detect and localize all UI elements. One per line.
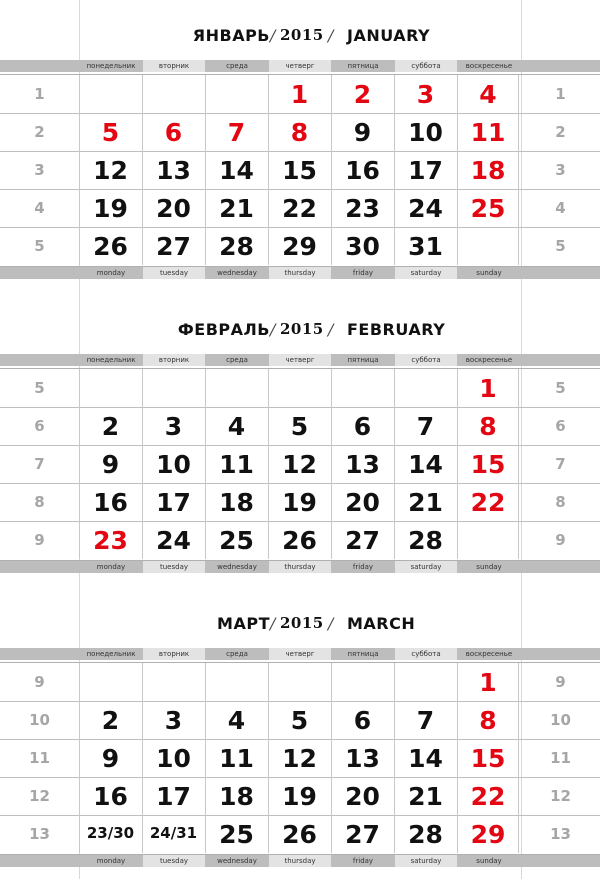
- day-cell: 9: [79, 445, 141, 483]
- weekday-header-ru: [0, 354, 600, 366]
- weekday-label: понедельник: [86, 650, 136, 658]
- day-cell: 17: [394, 151, 456, 189]
- day-cell: 2: [79, 407, 141, 445]
- weekday-label: вторник: [143, 354, 205, 366]
- weekday-header-en: [0, 561, 600, 573]
- month-title: [0, 610, 600, 642]
- weekday-label: понедельник: [86, 356, 136, 364]
- day-cell: 27: [142, 227, 204, 265]
- week-number: 13: [29, 825, 50, 843]
- week-row: [0, 701, 600, 740]
- weekday-label: thursday: [269, 855, 331, 867]
- day-cell: 16: [331, 151, 393, 189]
- week-number: 3: [555, 161, 566, 179]
- weekday-label: вторник: [143, 648, 205, 660]
- month-name-ru: МАРТ: [217, 614, 270, 633]
- title-slash: /: [328, 320, 334, 339]
- day-cell: 6: [331, 407, 393, 445]
- weekday-label: четверг: [269, 648, 331, 660]
- week-number: 9: [34, 673, 45, 691]
- day-cell: 11: [205, 445, 267, 483]
- weekday-label: воскресенье: [465, 356, 513, 364]
- weekday-label: friday: [352, 563, 374, 571]
- day-cell: [205, 75, 267, 113]
- month-name-en: JANUARY: [347, 26, 431, 45]
- day-cell: 26: [268, 521, 330, 559]
- week-number: 10: [29, 711, 50, 729]
- day-cell: 10: [394, 113, 456, 151]
- month-name-ru: ФЕВРАЛЬ: [177, 320, 270, 339]
- day-cell: [142, 369, 204, 407]
- day-cell: 21: [394, 777, 456, 815]
- weekday-header-ru: [0, 648, 600, 660]
- day-cell: 22: [457, 483, 519, 521]
- day-cell: 4: [205, 407, 267, 445]
- day-cell: 14: [394, 739, 456, 777]
- week-number: 5: [34, 379, 45, 397]
- day-cell: [331, 663, 393, 701]
- day-cell: [205, 663, 267, 701]
- day-cell: 19: [268, 483, 330, 521]
- weekday-header-en: [0, 267, 600, 279]
- day-cell: 28: [394, 815, 456, 853]
- day-cell: 25: [205, 521, 267, 559]
- day-cell: 14: [394, 445, 456, 483]
- day-cell: 1: [457, 369, 519, 407]
- day-cell: 3: [394, 75, 456, 113]
- day-cell: 18: [205, 777, 267, 815]
- days-grid: [0, 662, 600, 855]
- day-cell: 6: [142, 113, 204, 151]
- weekday-label: суббота: [395, 354, 457, 366]
- week-number: 12: [29, 787, 50, 805]
- day-cell: 19: [268, 777, 330, 815]
- week-row: [0, 445, 600, 484]
- week-row: [0, 75, 600, 114]
- week-row: [0, 483, 600, 522]
- weekday-label: monday: [96, 857, 126, 865]
- day-cell: 1: [268, 75, 330, 113]
- day-cell: 23: [79, 521, 141, 559]
- week-row: [0, 521, 600, 559]
- day-cell: 28: [394, 521, 456, 559]
- day-cell: 11: [457, 113, 519, 151]
- weekday-header-ru: [0, 60, 600, 72]
- day-cell: 25: [457, 189, 519, 227]
- week-number: 10: [550, 711, 571, 729]
- day-cell: 5: [79, 113, 141, 151]
- month-name-en: FEBRUARY: [347, 320, 446, 339]
- weekday-label: thursday: [269, 561, 331, 573]
- day-cell: 26: [268, 815, 330, 853]
- day-cell: 16: [79, 777, 141, 815]
- weekday-label: пятница: [347, 62, 379, 70]
- weekday-label: tuesday: [143, 561, 205, 573]
- weekday-label: sunday: [476, 857, 502, 865]
- day-cell: 23: [331, 189, 393, 227]
- week-number: 1: [34, 85, 45, 103]
- week-number: 7: [555, 455, 566, 473]
- day-cell: [268, 663, 330, 701]
- week-row: [0, 407, 600, 446]
- day-cell: 25: [205, 815, 267, 853]
- day-cell: 29: [268, 227, 330, 265]
- day-cell: 2: [79, 701, 141, 739]
- title-slash: /: [328, 614, 334, 633]
- day-cell: 18: [205, 483, 267, 521]
- day-cell: 16: [79, 483, 141, 521]
- weekday-label: saturday: [395, 561, 457, 573]
- weekday-label: среда: [226, 62, 248, 70]
- day-cell: 1: [457, 663, 519, 701]
- month-name-en: MARCH: [347, 614, 416, 633]
- day-cell: [457, 227, 519, 265]
- day-cell: 8: [457, 701, 519, 739]
- day-cell: 7: [205, 113, 267, 151]
- day-cell: 30: [331, 227, 393, 265]
- week-row: [0, 663, 600, 702]
- day-cell: 31: [394, 227, 456, 265]
- week-number: 5: [34, 237, 45, 255]
- weekday-label: среда: [226, 650, 248, 658]
- title-slash: /: [270, 26, 276, 45]
- month-year: 2015: [280, 26, 324, 44]
- day-cell: 22: [457, 777, 519, 815]
- day-cell: 5: [268, 701, 330, 739]
- day-cell: 26: [79, 227, 141, 265]
- month-block: [0, 316, 600, 571]
- day-cell: 7: [394, 407, 456, 445]
- day-cell: [79, 75, 141, 113]
- week-number: 5: [555, 379, 566, 397]
- week-number: 12: [550, 787, 571, 805]
- week-number: 4: [555, 199, 566, 217]
- weekday-label: четверг: [269, 60, 331, 72]
- day-cell: 9: [331, 113, 393, 151]
- days-grid: [0, 74, 600, 267]
- day-cell: 3: [142, 407, 204, 445]
- day-cell: [79, 663, 141, 701]
- month-title: [0, 316, 600, 348]
- week-row: [0, 815, 600, 853]
- week-number: 2: [555, 123, 566, 141]
- title-slash: /: [328, 26, 334, 45]
- day-cell: 4: [457, 75, 519, 113]
- week-row: [0, 189, 600, 228]
- day-cell: 15: [457, 739, 519, 777]
- month-block: [0, 610, 600, 865]
- day-cell: 17: [142, 483, 204, 521]
- day-cell: 13: [331, 739, 393, 777]
- weekday-label: monday: [96, 563, 126, 571]
- week-number: 1: [555, 85, 566, 103]
- weekday-label: thursday: [269, 267, 331, 279]
- day-cell: 20: [331, 483, 393, 521]
- week-number: 8: [34, 493, 45, 511]
- weekday-label: среда: [226, 356, 248, 364]
- week-row: [0, 739, 600, 778]
- day-cell: 23/30: [79, 815, 141, 853]
- weekday-label: суббота: [395, 648, 457, 660]
- month-title: [0, 22, 600, 54]
- week-number: 5: [555, 237, 566, 255]
- day-cell: 9: [79, 739, 141, 777]
- title-slash: /: [270, 320, 276, 339]
- day-cell: [268, 369, 330, 407]
- title-slash: /: [270, 614, 276, 633]
- weekday-label: wednesday: [217, 857, 257, 865]
- week-row: [0, 113, 600, 152]
- month-block: [0, 22, 600, 277]
- weekday-label: вторник: [143, 60, 205, 72]
- day-cell: 20: [331, 777, 393, 815]
- day-cell: [205, 369, 267, 407]
- day-cell: 6: [331, 701, 393, 739]
- day-cell: 13: [331, 445, 393, 483]
- weekday-label: sunday: [476, 563, 502, 571]
- day-cell: 15: [268, 151, 330, 189]
- week-number: 3: [34, 161, 45, 179]
- day-cell: 15: [457, 445, 519, 483]
- week-row: [0, 777, 600, 816]
- day-cell: 27: [331, 815, 393, 853]
- day-cell: 7: [394, 701, 456, 739]
- day-cell: 13: [142, 151, 204, 189]
- week-number: 11: [29, 749, 50, 767]
- day-cell: [331, 369, 393, 407]
- weekday-label: пятница: [347, 650, 379, 658]
- day-cell: 10: [142, 445, 204, 483]
- week-number: 13: [550, 825, 571, 843]
- day-cell: 12: [79, 151, 141, 189]
- week-number: 7: [34, 455, 45, 473]
- week-number: 9: [555, 531, 566, 549]
- weekday-label: wednesday: [217, 563, 257, 571]
- weekday-label: tuesday: [143, 267, 205, 279]
- weekday-label: wednesday: [217, 269, 257, 277]
- day-cell: 19: [79, 189, 141, 227]
- day-cell: [394, 663, 456, 701]
- week-number: 9: [555, 673, 566, 691]
- day-cell: 18: [457, 151, 519, 189]
- week-number: 9: [34, 531, 45, 549]
- day-cell: 4: [205, 701, 267, 739]
- day-cell: [79, 369, 141, 407]
- week-row: [0, 369, 600, 408]
- weekday-label: friday: [352, 857, 374, 865]
- day-cell: 5: [268, 407, 330, 445]
- day-cell: 29: [457, 815, 519, 853]
- weekday-label: понедельник: [86, 62, 136, 70]
- day-cell: 8: [268, 113, 330, 151]
- day-cell: [142, 663, 204, 701]
- weekday-label: friday: [352, 269, 374, 277]
- day-cell: 3: [142, 701, 204, 739]
- day-cell: 24/31: [142, 815, 204, 853]
- weekday-label: воскресенье: [465, 62, 513, 70]
- days-grid: [0, 368, 600, 561]
- month-year: 2015: [280, 614, 324, 632]
- week-number: 6: [34, 417, 45, 435]
- week-number: 8: [555, 493, 566, 511]
- day-cell: 21: [205, 189, 267, 227]
- day-cell: [457, 521, 519, 559]
- weekday-header-en: [0, 855, 600, 867]
- weekday-label: monday: [96, 269, 126, 277]
- day-cell: 8: [457, 407, 519, 445]
- day-cell: [142, 75, 204, 113]
- day-cell: 24: [394, 189, 456, 227]
- day-cell: 11: [205, 739, 267, 777]
- day-cell: 24: [142, 521, 204, 559]
- day-cell: [394, 369, 456, 407]
- month-name-ru: ЯНВАРЬ: [192, 26, 270, 45]
- weekday-label: пятница: [347, 356, 379, 364]
- day-cell: 14: [205, 151, 267, 189]
- month-year: 2015: [280, 320, 324, 338]
- week-number: 2: [34, 123, 45, 141]
- week-number: 11: [550, 749, 571, 767]
- day-cell: 22: [268, 189, 330, 227]
- day-cell: 12: [268, 739, 330, 777]
- day-cell: 12: [268, 445, 330, 483]
- weekday-label: saturday: [395, 267, 457, 279]
- weekday-label: sunday: [476, 269, 502, 277]
- day-cell: 17: [142, 777, 204, 815]
- day-cell: 28: [205, 227, 267, 265]
- weekday-label: воскресенье: [465, 650, 513, 658]
- day-cell: 20: [142, 189, 204, 227]
- week-number: 4: [34, 199, 45, 217]
- weekday-label: saturday: [395, 855, 457, 867]
- day-cell: 21: [394, 483, 456, 521]
- day-cell: 2: [331, 75, 393, 113]
- weekday-label: четверг: [269, 354, 331, 366]
- weekday-label: tuesday: [143, 855, 205, 867]
- week-row: [0, 151, 600, 190]
- day-cell: 10: [142, 739, 204, 777]
- week-row: [0, 227, 600, 265]
- weekday-label: суббота: [395, 60, 457, 72]
- week-number: 6: [555, 417, 566, 435]
- day-cell: 27: [331, 521, 393, 559]
